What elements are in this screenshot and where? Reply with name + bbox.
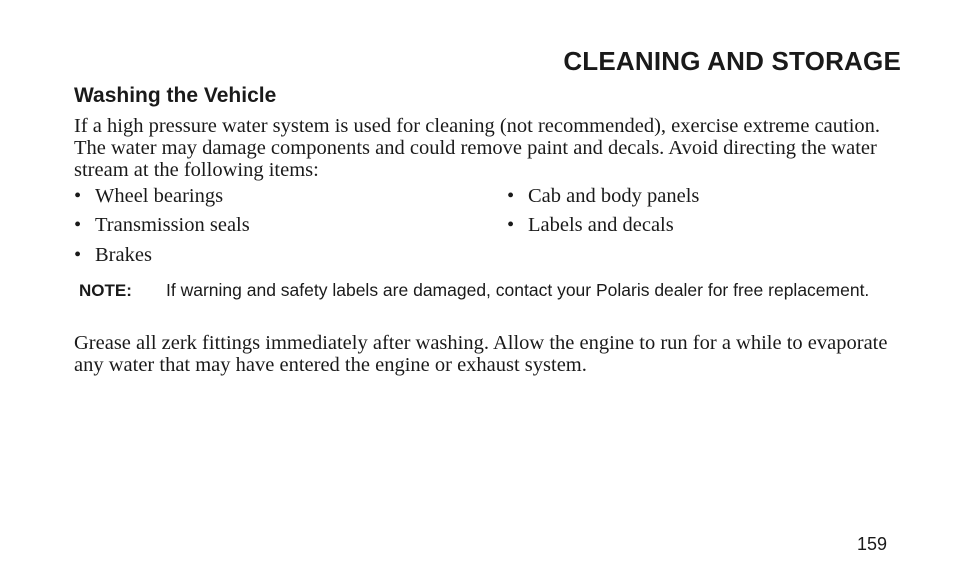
chapter-title: CLEANING AND STORAGE: [563, 46, 901, 76]
bullet-dot: •: [507, 185, 515, 207]
list-item: [507, 214, 674, 236]
note-label: NOTE:: [79, 281, 132, 300]
section-heading: Washing the Vehicle: [74, 84, 277, 107]
list-item-label: Cab and body panels: [528, 185, 700, 207]
list-item: [74, 185, 223, 207]
list-item-label: Labels and decals: [528, 214, 674, 236]
list-item-label: Transmission seals: [95, 214, 250, 236]
bullet-dot: •: [74, 214, 82, 236]
list-item: [74, 214, 250, 236]
list-item: [507, 185, 699, 207]
closing-paragraph: Grease all zerk fittings immediately after washing. Allow the engine to run for a while to evaporate any water that may have entered the engine or exhaust system.: [74, 332, 888, 376]
bullet-dot: •: [507, 214, 515, 236]
list-item-label: Brakes: [95, 244, 152, 266]
page-number: 159: [856, 534, 887, 554]
bullet-dot: •: [74, 185, 82, 207]
bullet-dot: •: [74, 244, 82, 266]
note-text: If warning and safety labels are damaged, contact your Polaris dealer for free replacement.: [166, 280, 870, 300]
list-item-label: Wheel bearings: [95, 185, 224, 207]
list-item: [74, 244, 152, 266]
intro-paragraph: If a high pressure water system is used for cleaning (not recommended), exercise extreme caution. The water may damage components and could remove paint and decals. Avoid directing the water stream at the following items:: [74, 115, 881, 181]
